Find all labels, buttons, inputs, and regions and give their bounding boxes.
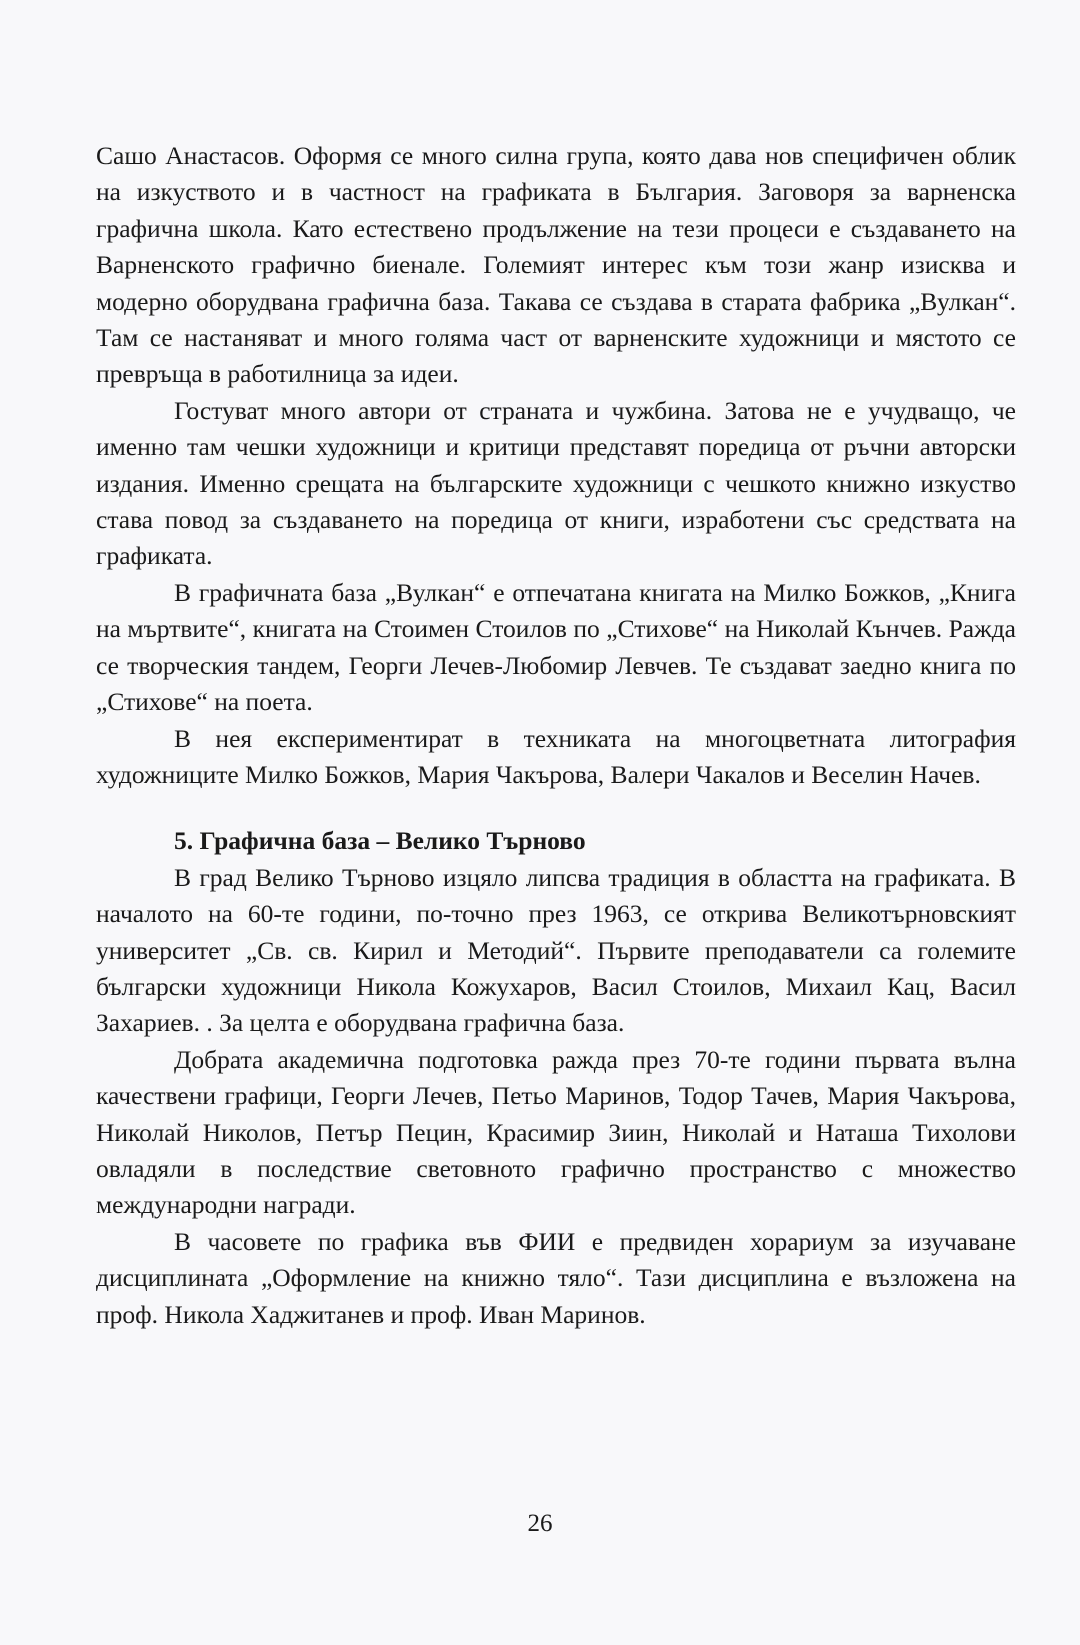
paragraph-3: В графичната база „Вулкан“ е отпечатана книгата на Милко Божков, „Книга на мъртвите“, книгата на Стоимен Стоилов по „Стихове“ на Николай Кънчев. Ражда се творческия тандем, Георги Лечев-Любомир Левчев. Те създават заедно книга по „Стихове“ на поета.: [96, 577, 1016, 717]
section-heading: 5. Графична база – Велико Търново: [174, 826, 586, 856]
paragraph-1: Сашо Анастасов. Оформя се много силна група, която дава нов специфичен облик на изкуството и в частност на графиката в България. Заговоря за варненска графична школа. Като естествено продължение на тези процеси е създаването на Варненското графично биенале. Големият интерес към този жанр изисква и модерно оборудвана графична база. Такава се създава в старата фабрика „Вулкан“. Там се настаняват и много голяма част от варненските художници и мястото се превръща в работилница за идеи.: [96, 141, 1016, 389]
paragraph-6: Добрата академична подготовка ражда през 70-те години първата вълна качествени графици, Георги Лечев, Петьо Маринов, Тодор Тачев, Мария Чакърова, Николай Николов, Петър Пецин, Красимир Зиин, Николай и Наташа Тихолови овладяли в последствие световното графично пространство с множество международни награди.: [96, 1044, 1016, 1220]
paragraph-2: Гостуват много автори от страната и чужбина. Затова не е учудващо, че именно там чешки художници и критици представят поредица от ръчни авторски издания. Именно срещата на българските художници с чешкото книжно изкуство става повод за създаването на поредица от книги, изработени със средствата на графиката.: [96, 395, 1016, 571]
paragraph-4: В нея експериментират в техниката на многоцветната литография художниците Милко Божков, Мария Чакърова, Валери Чакалов и Веселин Начев.: [96, 723, 1016, 789]
paragraph-7: В часовете по графика във ФИИ е предвиден хорариум за изучаване дисциплината „Оформление на книжно тяло“. Тази дисциплина е възложена на проф. Никола Хаджитанев и проф. Иван Маринов.: [96, 1226, 1016, 1329]
paragraph-5: В град Велико Търново изцяло липсва традиция в областта на графиката. В началото на 60-те години, по-точно през 1963, се открива Великотърновският университет „Св. св. Кирил и Методий“. Първите преподаватели са големите български художници Никола Кожухаров, Васил Стоилов, Михаил Кац, Васил Захариев. . За целта е оборудвана графична база.: [96, 862, 1016, 1038]
page-number: 26: [527, 1510, 553, 1537]
body-text: [96, 138, 1016, 1333]
